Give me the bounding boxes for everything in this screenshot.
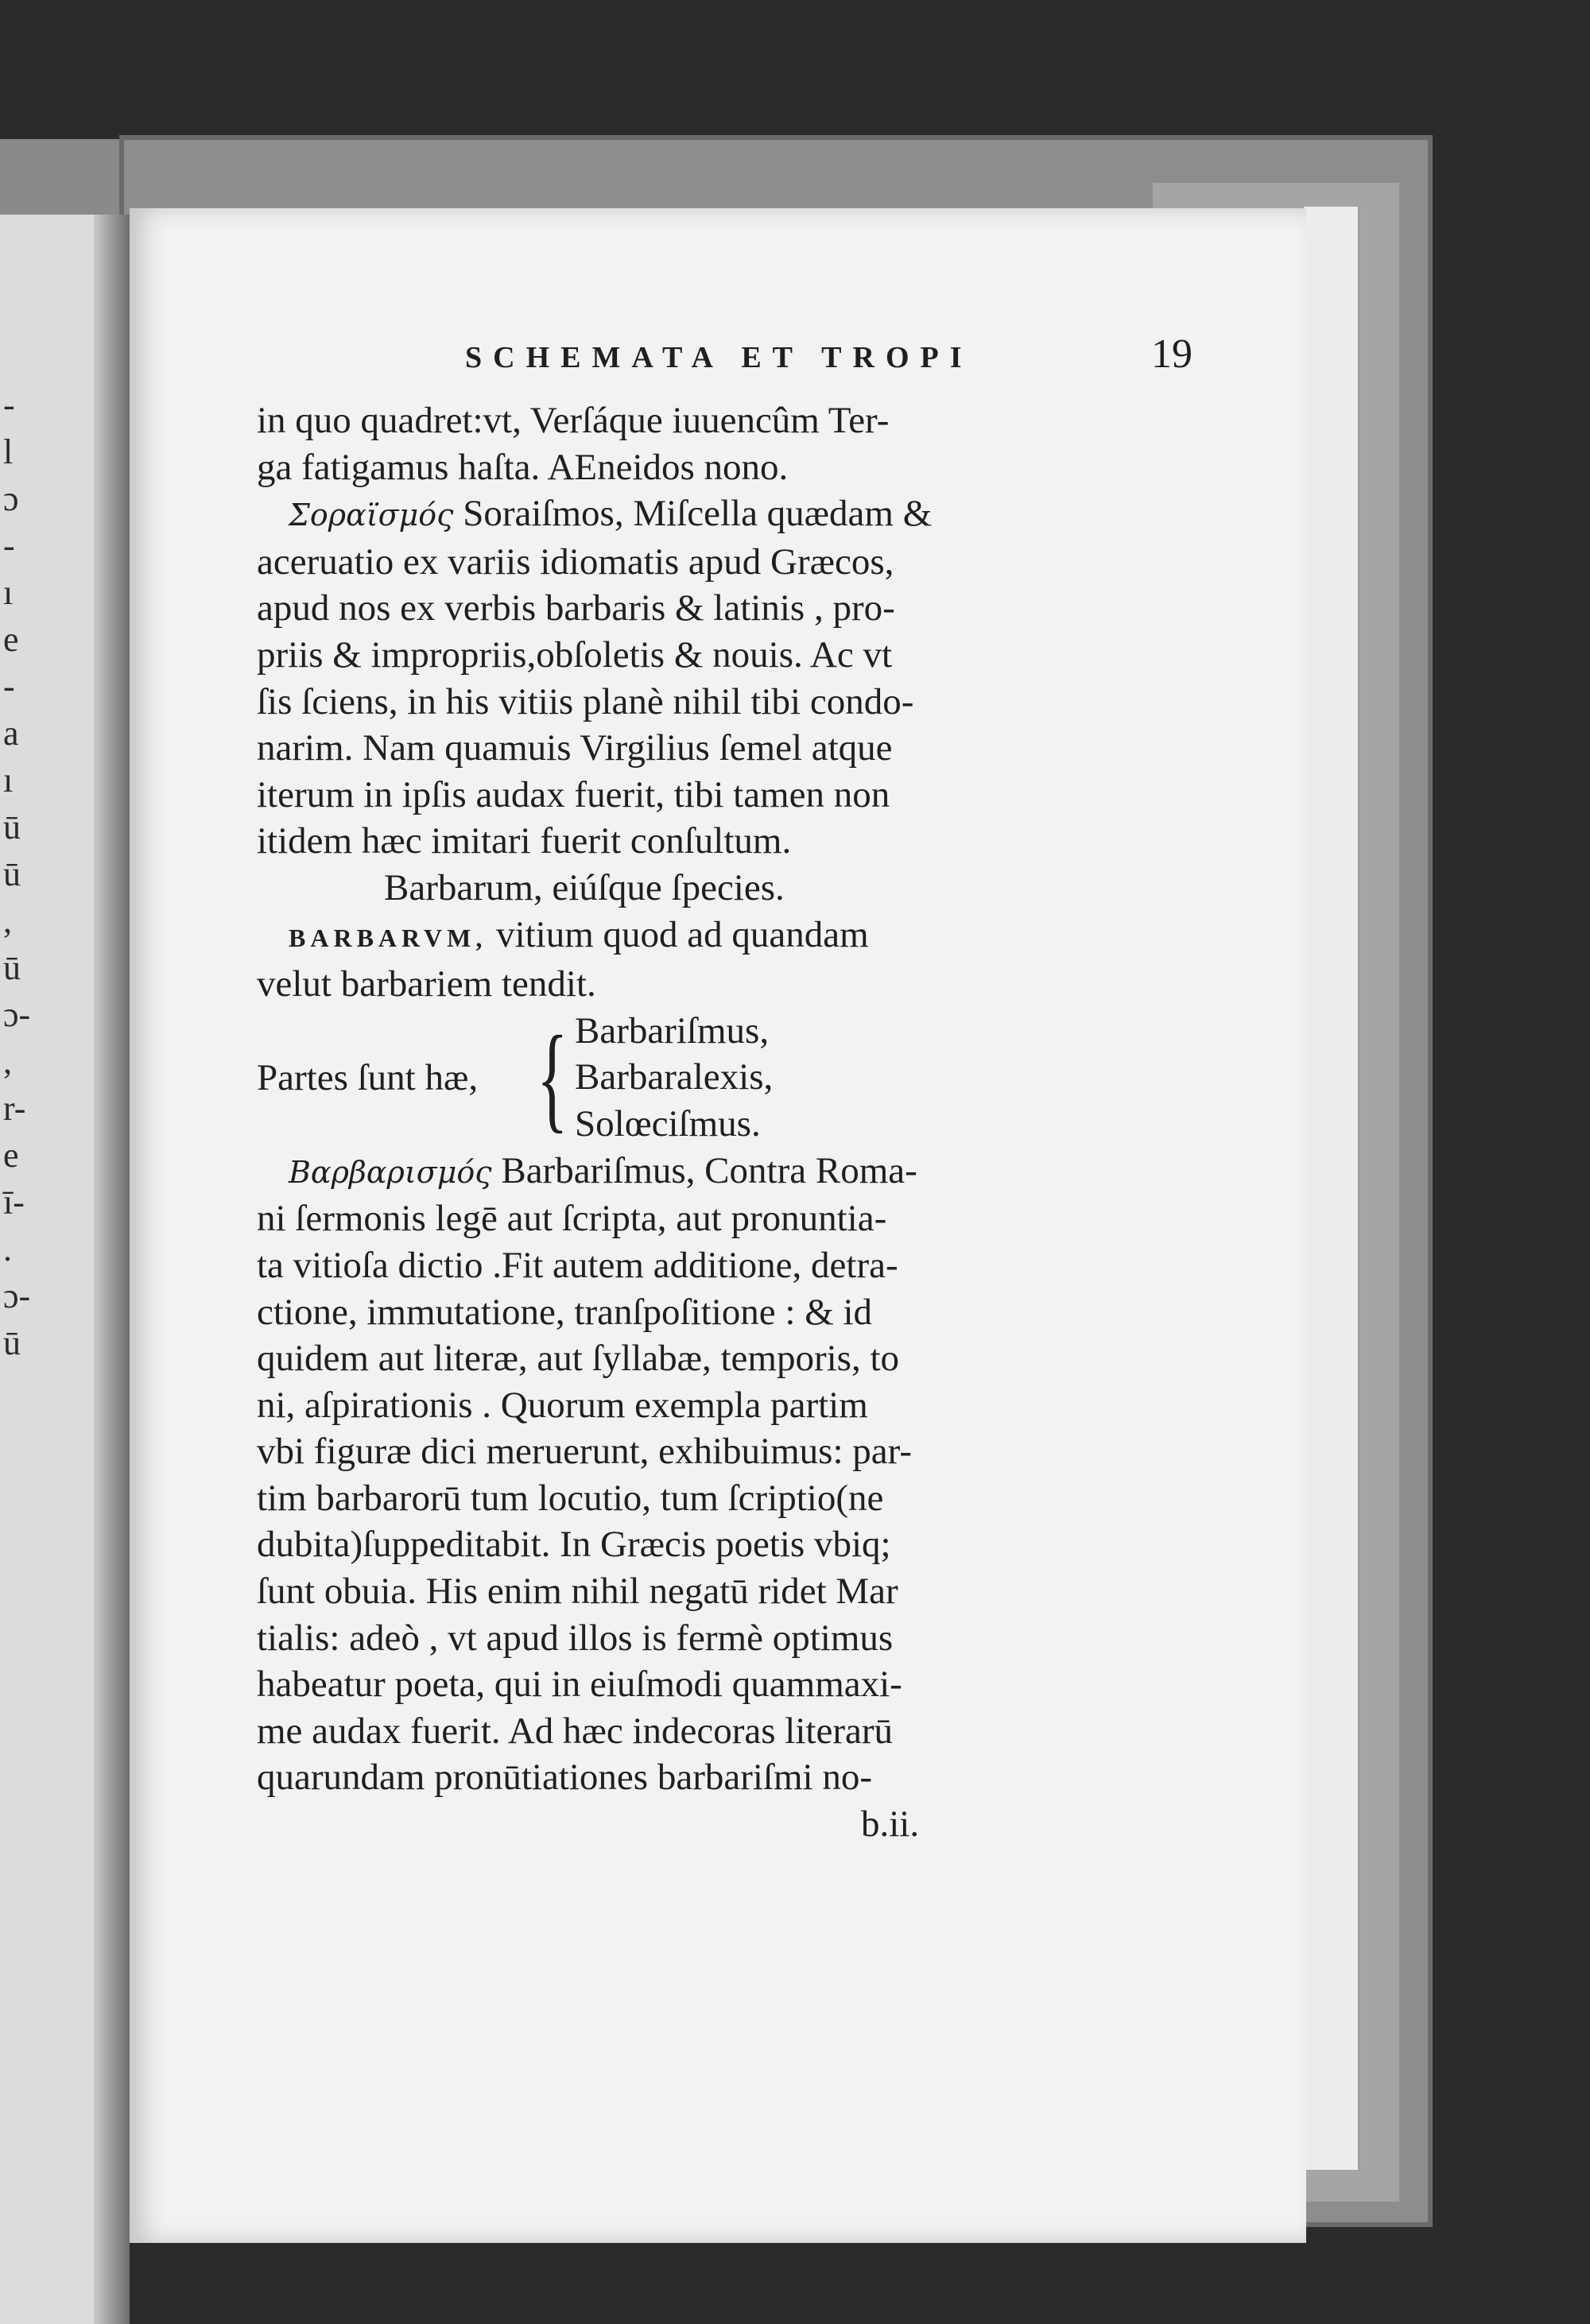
page-text-block bbox=[257, 331, 1195, 1848]
text-line: narim. Nam quamuis Virgilius ſemel atque bbox=[257, 727, 893, 769]
page-number: 19 bbox=[1151, 331, 1192, 377]
text-line: apud nos ex verbis barbaris & latinis , pro- bbox=[257, 587, 895, 629]
text-line: iterum in ipſis audax fuerit, tibi tamen non bbox=[257, 773, 890, 815]
text-line bbox=[257, 1148, 1195, 1196]
text-fragment: Barbariſmus, Contra Roma- bbox=[501, 1149, 917, 1191]
text-line: me audax fuerit. Ad hæc indecoras literarū bbox=[257, 1710, 894, 1752]
left-page-fragment: e bbox=[3, 620, 19, 659]
text-line: tim barbarorū tum locutio, tum ſcriptio(ne bbox=[257, 1477, 884, 1519]
left-page-text-fragments bbox=[3, 382, 35, 1366]
text-line: dubita)ſuppeditabit. In Græcis poetis vbiq; bbox=[257, 1524, 891, 1566]
left-page-fragment: , bbox=[3, 1042, 12, 1081]
left-page-fragment: ū bbox=[3, 1323, 21, 1362]
left-page-fragment: ī- bbox=[3, 1183, 25, 1222]
page-edge bbox=[1348, 207, 1359, 2170]
text-line: quarundam pronūtiationes barbariſmi no- bbox=[257, 1757, 872, 1799]
text-line: quidem aut literæ, aut ſyllabæ, temporis, to bbox=[257, 1338, 900, 1380]
text-line: ni, aſpirationis . Quorum exempla partim bbox=[257, 1384, 868, 1426]
text-line: itidem hæc imitari fuerit conſultum. bbox=[257, 820, 792, 862]
text-line: ni ſermonis legē aut ſcripta, aut pronuntia- bbox=[257, 1198, 887, 1240]
signature-mark: b.ii. bbox=[861, 1803, 920, 1846]
text-line: ga fatigamus haſta. AEneidos nono. bbox=[257, 446, 789, 488]
text-line: tialis: adeò , vt apud illos is fermè optimus bbox=[257, 1617, 894, 1659]
left-page-fragment: ɔ bbox=[3, 479, 19, 518]
text-line: priis & impropriis,obſoletis & nouis. Ac vt bbox=[257, 633, 892, 676]
left-page-fragment: r- bbox=[3, 1089, 26, 1128]
left-page-fragment: ɔ- bbox=[3, 1276, 31, 1315]
partes-item: Solœciſmus. bbox=[575, 1102, 761, 1145]
text-line: velut barbariem tendit. bbox=[257, 963, 596, 1005]
text-fragment: Soraiſmos, Miſcella quædam & bbox=[463, 493, 933, 535]
small-caps-term: BARBARVM, bbox=[289, 923, 487, 952]
partes-lead: Partes ſunt hæ, bbox=[257, 1056, 479, 1098]
left-page-fragment: - bbox=[3, 667, 15, 706]
text-fragment: vitium quod ad quandam bbox=[496, 913, 869, 955]
greek-term: Βαρβαρισμός bbox=[289, 1154, 492, 1190]
text-line: ctione, immutatione, tranſpoſitione : & id bbox=[257, 1291, 873, 1333]
text-line bbox=[257, 912, 1195, 962]
partes-item: Barbaralexis, bbox=[575, 1056, 774, 1098]
left-page-fragment: , bbox=[3, 901, 12, 940]
book-cover-top-left bbox=[0, 139, 127, 219]
greek-term: Σοραϊσμός bbox=[289, 498, 454, 533]
text-line: aceruatio ex variis idiomatis apud Græcos, bbox=[257, 540, 894, 583]
gutter-shadow bbox=[94, 215, 130, 2324]
text-line: ſunt obuia. His enim nihil negatū ridet Mar bbox=[257, 1571, 898, 1613]
running-head-title: SCHEMATA ET TROPI bbox=[465, 341, 973, 374]
left-page-fragment: ū bbox=[3, 808, 21, 846]
page-edge bbox=[1321, 207, 1337, 2170]
left-page-fragment: ɔ- bbox=[3, 995, 31, 1034]
left-page-fragment: - bbox=[3, 526, 15, 565]
partes-items bbox=[575, 1008, 773, 1148]
text-line: ta vitioſa dictio .Fit autem additione, detra- bbox=[257, 1244, 898, 1286]
left-page-fragment: ū bbox=[3, 854, 21, 893]
text-line: vbi figuræ dici meruerunt, exhibuimus: par- bbox=[257, 1431, 912, 1473]
partes-brace-list bbox=[257, 1008, 1195, 1148]
left-page-fragment: ū bbox=[3, 948, 21, 987]
curly-brace-icon: { bbox=[537, 1011, 568, 1144]
left-page-fragment: ı bbox=[3, 761, 14, 800]
left-page-fragment: ı bbox=[3, 573, 14, 612]
partes-item: Barbariſmus, bbox=[575, 1009, 770, 1052]
left-page-fragment: e bbox=[3, 1136, 19, 1175]
right-page bbox=[130, 208, 1306, 2243]
text-line: in quo quadret:vt, Verſáque iuuencûm Ter- bbox=[257, 400, 890, 441]
text-line: ſis ſciens, in his vitiis planè nihil tibi condo- bbox=[257, 680, 914, 722]
text-line bbox=[257, 490, 1195, 539]
left-page-fragment: - bbox=[3, 385, 15, 424]
running-head bbox=[257, 331, 1195, 397]
page-edge bbox=[1304, 207, 1323, 2170]
section-heading: Barbarum, eiúſque ſpecies. bbox=[384, 866, 785, 908]
left-page-fragment: a bbox=[3, 714, 19, 753]
text-line: habeatur poeta, qui in eiuſmodi quammaxi- bbox=[257, 1664, 902, 1706]
left-page-fragment: l bbox=[3, 432, 14, 471]
left-page-fragment: . bbox=[3, 1230, 12, 1269]
